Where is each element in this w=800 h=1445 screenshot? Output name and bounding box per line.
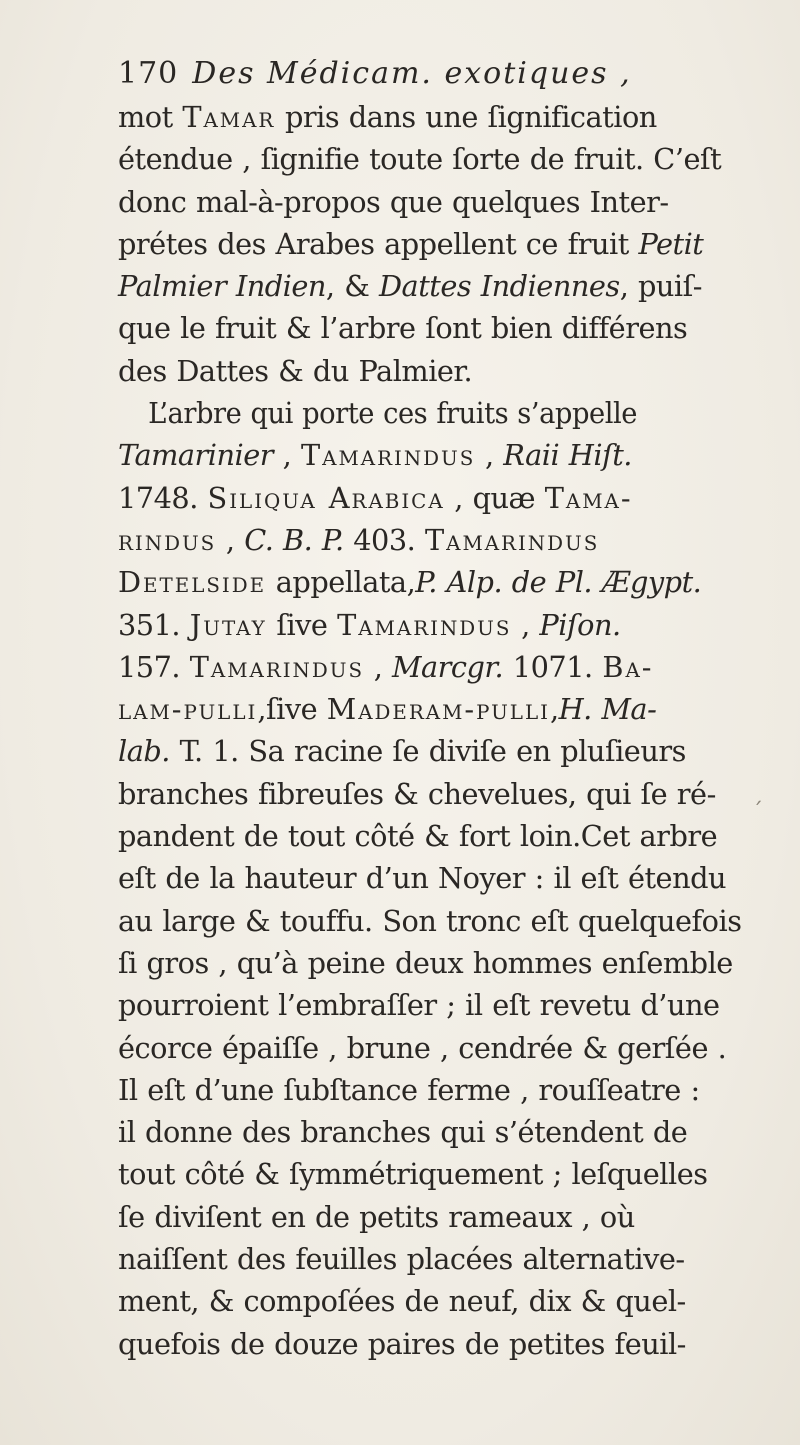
text-segment: mot <box>118 100 183 134</box>
text-segment: il donne des branches qui s’étendent de <box>118 1115 688 1150</box>
text-segment: des Dattes & du Palmier. <box>118 353 473 388</box>
text-segment: Il eſt d’une ſubſtance ferme , rouſſeatre : <box>118 1072 700 1107</box>
text-segment: L’arbre qui porte ces fruits s’appelle <box>148 396 637 431</box>
text-segment: ſive <box>266 607 338 642</box>
text-line <box>118 138 763 180</box>
text-segment: pris dans une ſignification <box>275 100 657 134</box>
text-line <box>118 265 763 307</box>
italic-segment: C. B. P. <box>244 522 344 557</box>
text-segment: écorce épaiſſe , brune , cendrée & gerſée . <box>118 1030 727 1065</box>
text-segment: , <box>364 649 393 684</box>
text-segment: 1071. <box>503 649 603 684</box>
text-segment: appellata, <box>266 565 416 600</box>
body-text <box>118 96 768 1365</box>
text-segment: naiſſent des feuilles placées alternative- <box>118 1242 685 1277</box>
italic-segment: Dattes Indiennes <box>378 269 620 304</box>
text-line <box>118 773 763 815</box>
text-line <box>118 984 763 1026</box>
text-line <box>118 392 731 434</box>
text-segment: ment, & compoſées de neuf, dix & quel- <box>118 1284 686 1319</box>
text-line <box>118 181 763 223</box>
text-segment: T. 1. Sa racine ſe diviſe en pluſieurs <box>169 734 686 769</box>
text-line <box>118 1069 763 1111</box>
text-segment: au large & touffu. Son tronc eſt quelquefois <box>118 903 742 938</box>
text-line <box>118 900 763 942</box>
text-line <box>118 1323 763 1365</box>
text-line <box>118 519 763 561</box>
text-line <box>118 604 763 646</box>
text-line <box>118 1153 763 1195</box>
small-caps-segment: Tamar <box>182 100 276 134</box>
text-segment: , & <box>325 269 379 304</box>
small-caps-segment: Detelside <box>118 565 267 600</box>
text-segment: 351. <box>118 607 190 642</box>
small-caps-segment: lam-pulli <box>118 692 258 727</box>
text-segment: ſi gros , qu’à peine deux hommes enſemble <box>118 945 733 980</box>
text-segment: prétes des Arabes appellent ce fruit <box>118 226 639 261</box>
text-line <box>118 1196 763 1238</box>
text-line <box>118 1238 763 1280</box>
italic-segment: Raii Hiſt. <box>503 438 632 473</box>
text-line <box>118 730 763 772</box>
italic-segment: Petit <box>638 226 704 261</box>
small-caps-segment: Tamarindus <box>424 522 600 557</box>
small-caps-segment: Ba- <box>602 649 654 684</box>
text-segment: , quæ <box>444 480 545 515</box>
small-caps-segment: Tamarindus <box>300 438 476 473</box>
text-line <box>118 1027 763 1069</box>
small-caps-segment: Tamarindus <box>337 607 512 642</box>
text-line <box>118 477 763 519</box>
text-segment: pandent de tout côté & fort loin.Cet arbre <box>118 819 718 854</box>
text-line <box>118 350 763 392</box>
text-segment: 157. <box>118 649 190 684</box>
text-line <box>118 1111 763 1153</box>
small-caps-segment: Tamarindus <box>189 649 365 684</box>
text-segment: ſe diviſent en de petits rameaux , où <box>118 1199 635 1234</box>
italic-segment: H. Ma- <box>558 692 657 727</box>
italic-segment: Palmier Indien <box>118 269 326 304</box>
text-line <box>118 307 763 349</box>
text-segment: que le fruit & l’arbre ſont bien différens <box>118 311 688 346</box>
small-caps-segment: Maderam-pulli <box>326 692 550 727</box>
italic-segment: P. Alp. de Pl. Ægypt. <box>415 565 702 600</box>
italic-segment: Piſon. <box>539 607 621 642</box>
text-segment: , puiſ- <box>619 269 703 304</box>
text-segment: , <box>273 438 301 473</box>
text-line <box>118 688 763 730</box>
running-title: Des Médicam. exotiques , <box>192 56 632 91</box>
italic-segment: lab. <box>118 734 170 769</box>
text-segment: tout côté & ſymmétriquement ; leſquelles <box>118 1157 708 1192</box>
text-segment: 1748. <box>118 480 208 515</box>
text-line <box>118 1280 763 1322</box>
text-segment: , <box>549 692 559 727</box>
small-caps-segment: Jutay <box>189 607 267 642</box>
text-line <box>118 223 763 265</box>
text-segment: quefois de douze paires de petites feuil- <box>118 1326 686 1361</box>
running-head <box>118 52 758 96</box>
text-line <box>118 561 763 603</box>
text-line <box>118 942 763 984</box>
text-segment: étendue , ſignifie toute ſorte de fruit. C’eſt <box>118 142 722 177</box>
text-segment: pourroient l’embraſſer ; il eſt revetu d’une <box>118 988 720 1023</box>
text-segment: , <box>511 607 540 642</box>
text-line <box>118 815 763 857</box>
small-caps-segment: Siliqua Arabica <box>207 480 445 515</box>
text-segment: 403. <box>343 522 425 557</box>
text-segment: branches fibreuſes & chevelues, qui ſe ré- <box>118 776 716 811</box>
text-segment: , <box>475 438 504 473</box>
text-segment: donc mal-à-propos que quelques Inter- <box>118 184 669 219</box>
italic-segment: Tamarinier <box>118 438 274 473</box>
italic-segment: Marcgr. <box>392 649 504 684</box>
text-segment: ,ſive <box>257 692 327 727</box>
text-segment: , <box>216 522 245 557</box>
text-line <box>118 857 763 899</box>
text-line <box>118 434 763 476</box>
page-number: 170 <box>118 56 179 91</box>
small-caps-segment: rindus <box>118 522 217 557</box>
margin-mark: ˊ <box>752 800 763 825</box>
text-segment: eſt de la hauteur d’un Noyer : il eſt étendu <box>118 861 727 896</box>
small-caps-segment: Tama- <box>544 480 633 515</box>
text-line <box>118 96 763 138</box>
text-line <box>118 646 763 688</box>
